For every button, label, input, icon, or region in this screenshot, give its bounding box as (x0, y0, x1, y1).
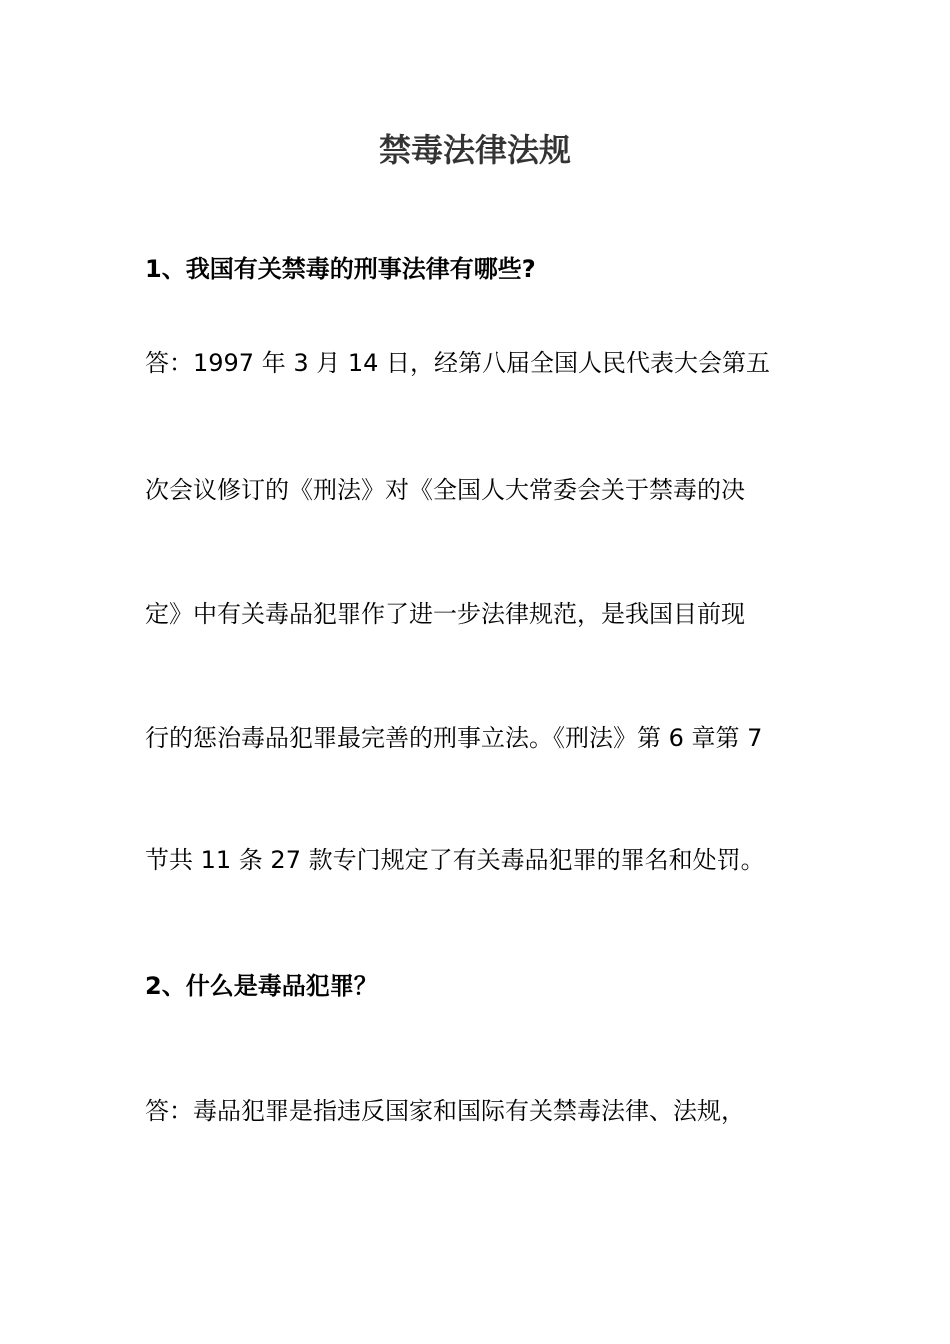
document-title: 禁毒法律法规 (378, 131, 571, 169)
section-1-answer-line-5: 节共 11 条 27 款专门规定了有关毒品犯罪的罪名和处罚。 (145, 846, 765, 874)
section-2-heading: 2、什么是毒品犯罪？ (145, 972, 378, 1000)
section-1-answer-line-3: 定》中有关毒品犯罪作了进一步法律规范，是我国目前现 (145, 600, 745, 628)
section-2-answer-line-1: 答：毒品犯罪是指违反国家和国际有关禁毒法律、法规， (145, 1097, 745, 1125)
section-1-answer-line-2: 次会议修订的《刑法》对《全国人大常委会关于禁毒的决 (145, 476, 745, 504)
section-1-heading: 1、我国有关禁毒的刑事法律有哪些? (145, 255, 536, 283)
section-1-answer-line-1: 答：1997 年 3 月 14 日，经第八届全国人民代表大会第五 (145, 349, 771, 377)
section-1-answer-line-4: 行的惩治毒品犯罪最完善的刑事立法。《刑法》第 6 章第 7 (145, 724, 763, 752)
